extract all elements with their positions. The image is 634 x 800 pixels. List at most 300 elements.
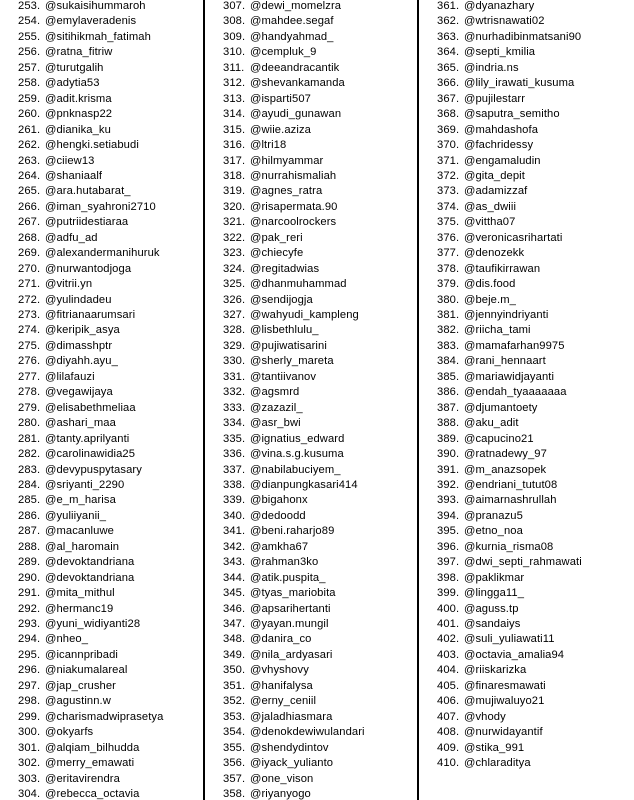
item-number: 374. <box>437 200 460 213</box>
item-number: 384. <box>437 355 460 368</box>
list-item <box>223 262 319 277</box>
list-item <box>18 725 93 740</box>
item-number: 294. <box>18 633 41 646</box>
item-handle: @macanluwe <box>45 525 114 538</box>
item-handle: @etno_noa <box>464 525 523 538</box>
item-handle: @ignatius_edward <box>250 432 345 445</box>
item-handle: @ara.hutabarat_ <box>45 185 131 198</box>
item-number: 343. <box>223 556 246 569</box>
item-number: 403. <box>437 648 460 661</box>
item-number: 389. <box>437 432 460 445</box>
list-item <box>437 262 540 277</box>
list-item <box>223 123 311 138</box>
item-handle: @vina.s.g.kusuma <box>250 448 344 461</box>
item-handle: @riyanyogo <box>250 787 311 800</box>
list-item <box>223 648 333 663</box>
item-handle: @mariawidjayanti <box>464 370 555 383</box>
item-number: 404. <box>437 664 460 677</box>
item-number: 299. <box>18 710 41 723</box>
item-number: 285. <box>18 494 41 507</box>
item-number: 300. <box>18 726 41 739</box>
item-number: 341. <box>223 525 246 538</box>
item-handle: @ciiew13 <box>45 154 95 167</box>
item-handle: @taufikirrawan <box>464 262 541 275</box>
item-handle: @ratna_fitriw <box>45 46 113 59</box>
list-item <box>18 14 136 29</box>
item-handle: @alexandermanihuruk <box>45 247 160 260</box>
item-handle: @sriyanti_2290 <box>45 478 125 491</box>
item-handle: @nurwantodjoga <box>45 262 132 275</box>
item-number: 291. <box>18 587 41 600</box>
item-number: 311. <box>223 61 245 74</box>
item-number: 273. <box>18 309 41 321</box>
item-handle: @aguss.tp <box>464 602 519 615</box>
item-handle: @merry_emawati <box>45 757 135 770</box>
item-number: 365. <box>437 61 460 74</box>
item-handle: @zazazil_ <box>250 401 303 414</box>
list-item <box>437 370 554 385</box>
list-item <box>18 370 95 385</box>
item-handle: @endah_tyaaaaaaa <box>464 386 567 399</box>
item-handle: @handyahmad_ <box>250 30 334 43</box>
list-item <box>223 246 303 261</box>
list-item <box>437 694 544 709</box>
list-item <box>437 540 553 555</box>
item-number: 345. <box>223 587 246 600</box>
list-item <box>18 663 127 678</box>
list-item <box>437 617 520 632</box>
item-number: 325. <box>223 278 246 291</box>
list-item <box>18 0 146 14</box>
item-number: 287. <box>18 525 41 538</box>
list-item <box>223 524 334 539</box>
list-item <box>223 586 336 601</box>
item-number: 349. <box>223 648 246 661</box>
list-item <box>437 293 516 308</box>
item-number: 353. <box>223 710 246 723</box>
item-number: 337. <box>223 463 246 476</box>
item-number: 260. <box>18 108 41 121</box>
item-handle: @keripik_asya <box>45 324 120 337</box>
item-number: 290. <box>18 571 41 584</box>
list-item <box>18 154 94 169</box>
list-item <box>223 555 318 570</box>
item-handle: @dyanazhary <box>464 0 535 12</box>
item-handle: @dewi_momelzra <box>250 0 342 12</box>
list-item <box>18 231 98 246</box>
item-number: 347. <box>223 618 246 630</box>
list-item <box>437 632 555 647</box>
list-item <box>437 45 535 60</box>
list-item <box>18 586 115 601</box>
item-number: 261. <box>18 123 41 136</box>
item-number: 321. <box>223 216 246 229</box>
item-handle: @agnes_ratra <box>250 185 323 198</box>
item-number: 266. <box>18 200 41 213</box>
item-handle: @dianika_ku <box>45 123 111 136</box>
item-number: 313. <box>223 92 246 105</box>
list-item <box>18 432 129 447</box>
item-handle: @one_vison <box>250 772 314 785</box>
item-number: 334. <box>223 417 246 430</box>
list-column-1 <box>0 0 203 800</box>
item-number: 368. <box>437 108 460 121</box>
item-handle: @hanifalysa <box>250 679 313 692</box>
item-handle: @fachridessy <box>464 139 534 152</box>
list-item <box>18 61 103 76</box>
item-number: 392. <box>437 478 460 491</box>
item-handle: @regitadwias <box>250 262 320 275</box>
item-handle: @stika_991 <box>464 741 525 754</box>
list-item <box>18 308 135 323</box>
item-handle: @hermanc19 <box>45 602 114 615</box>
item-number: 284. <box>18 478 41 491</box>
list-item <box>223 679 313 694</box>
list-item <box>437 0 534 14</box>
item-number: 310. <box>223 46 246 59</box>
item-number: 370. <box>437 139 460 152</box>
list-item <box>223 540 308 555</box>
list-item <box>223 154 323 169</box>
item-number: 328. <box>223 324 246 337</box>
item-number: 253. <box>18 0 41 12</box>
item-number: 375. <box>437 216 460 229</box>
list-item <box>18 694 111 709</box>
item-number: 394. <box>437 509 460 522</box>
item-handle: @wtrisnawati02 <box>464 15 545 28</box>
list-item <box>437 200 516 215</box>
list-item <box>223 772 313 787</box>
list-item <box>437 231 562 246</box>
item-number: 393. <box>437 494 460 507</box>
list-item <box>18 772 120 787</box>
item-handle: @hengki.setiabudi <box>45 139 139 152</box>
item-handle: @shevankamanda <box>250 77 345 90</box>
item-handle: @vittha07 <box>464 216 516 229</box>
item-number: 333. <box>223 401 246 414</box>
item-number: 304. <box>18 787 41 800</box>
item-number: 336. <box>223 448 246 461</box>
list-item <box>18 509 106 524</box>
list-item <box>18 200 156 215</box>
list-item <box>437 756 531 771</box>
item-handle: @denozekk <box>464 247 525 260</box>
item-handle: @iman_syahroni2710 <box>45 200 156 213</box>
list-item <box>223 493 308 508</box>
item-handle: @ayudi_gunawan <box>250 108 342 121</box>
list-item <box>18 741 139 756</box>
item-handle: @chlaraditya <box>464 757 531 770</box>
item-handle: @isparti507 <box>250 92 311 105</box>
item-handle: @sitihikmah_fatimah <box>45 30 151 43</box>
item-handle: @capucino21 <box>464 432 534 445</box>
item-handle: @riiskarizka <box>464 664 527 677</box>
item-handle: @finaresmawati <box>464 679 546 692</box>
list-item <box>437 92 525 107</box>
list-item <box>18 30 151 45</box>
item-number: 293. <box>18 618 41 630</box>
item-handle: @rani_hennaart <box>464 355 546 368</box>
list-item <box>223 694 316 709</box>
item-number: 280. <box>18 417 41 430</box>
item-handle: @amkha67 <box>250 540 309 553</box>
item-handle: @vhody <box>464 710 506 723</box>
list-item <box>223 14 334 29</box>
list-item <box>223 30 333 45</box>
item-handle: @indria.ns <box>464 61 519 74</box>
list-item <box>223 107 341 122</box>
list-item <box>437 401 538 416</box>
item-handle: @ltri18 <box>250 139 287 152</box>
item-number: 314. <box>223 108 246 121</box>
list-item <box>223 447 344 462</box>
item-handle: @icannpribadi <box>45 648 118 661</box>
item-handle: @dedoodd <box>250 509 306 522</box>
list-item <box>437 416 519 431</box>
item-number: 267. <box>18 216 41 229</box>
item-number: 275. <box>18 339 41 352</box>
item-handle: @turutgalih <box>45 61 104 74</box>
item-number: 369. <box>437 123 460 136</box>
item-number: 303. <box>18 772 41 785</box>
item-handle: @adit.krisma <box>45 92 112 105</box>
list-item <box>18 45 112 60</box>
item-handle: @lisbethlulu_ <box>250 324 319 337</box>
item-number: 265. <box>18 185 41 198</box>
item-handle: @iyack_yulianto <box>250 757 334 770</box>
list-item <box>437 14 545 29</box>
item-handle: @alqiam_bilhudda <box>45 741 140 754</box>
list-item <box>18 648 118 663</box>
list-item <box>18 540 119 555</box>
list-item <box>223 385 299 400</box>
item-handle: @lingga11_ <box>464 587 525 600</box>
item-handle: @nabilabuciyem_ <box>250 463 341 476</box>
item-number: 279. <box>18 401 41 414</box>
item-handle: @rahman3ko <box>250 556 319 569</box>
item-handle: @suli_yuliawati11 <box>464 633 555 646</box>
list-item <box>437 30 581 45</box>
item-handle: @tantiivanov <box>250 370 317 383</box>
item-number: 406. <box>437 695 460 708</box>
item-handle: @putriidestiaraa <box>45 216 129 229</box>
item-number: 357. <box>223 772 246 785</box>
item-handle: @tanty.aprilyanti <box>45 432 130 445</box>
item-number: 288. <box>18 540 41 553</box>
item-handle: @sukaisihummaroh <box>45 0 146 12</box>
list-item <box>18 447 135 462</box>
item-number: 282. <box>18 448 41 461</box>
item-handle: @tyas_mariobita <box>250 587 336 600</box>
list-item <box>18 787 139 800</box>
item-number: 331. <box>223 370 246 383</box>
item-number: 402. <box>437 633 460 646</box>
list-item <box>437 246 524 261</box>
item-handle: @yulindadeu <box>45 293 112 306</box>
item-handle: @danira_co <box>250 633 312 646</box>
list-item <box>223 215 336 230</box>
list-item <box>18 632 88 647</box>
item-number: 398. <box>437 571 460 584</box>
list-item <box>223 308 359 323</box>
item-handle: @dis.food <box>464 278 516 291</box>
list-item <box>437 76 574 91</box>
list-item <box>223 200 337 215</box>
item-handle: @rebecca_octavia <box>45 787 140 800</box>
list-item <box>223 463 341 478</box>
item-number: 264. <box>18 169 41 182</box>
item-handle: @diyahh.ayu_ <box>45 355 118 368</box>
item-handle: @vhyshovy <box>250 664 309 677</box>
item-handle: @as_dwiii <box>464 200 517 213</box>
item-number: 329. <box>223 339 246 352</box>
item-number: 407. <box>437 710 460 723</box>
item-handle: @jap_crusher <box>45 679 117 692</box>
item-handle: @jennyindriyanti <box>464 309 549 321</box>
item-handle: @emylaveradenis <box>45 15 137 28</box>
item-handle: @ashari_maa <box>45 417 116 430</box>
list-item <box>18 478 124 493</box>
list-item <box>18 524 114 539</box>
item-number: 324. <box>223 262 246 275</box>
list-item <box>223 432 344 447</box>
list-item <box>18 617 140 632</box>
item-number: 400. <box>437 602 460 615</box>
item-number: 366. <box>437 77 460 90</box>
item-handle: @sandaiys <box>464 618 521 630</box>
item-number: 298. <box>18 695 41 708</box>
list-item <box>437 61 519 76</box>
item-handle: @elisabethmeliaa <box>45 401 136 414</box>
item-handle: @lilafauzi <box>45 370 95 383</box>
list-item <box>18 401 136 416</box>
item-handle: @beje.m_ <box>464 293 516 306</box>
item-number: 286. <box>18 509 41 522</box>
item-number: 276. <box>18 355 41 368</box>
item-number: 281. <box>18 432 41 445</box>
item-number: 330. <box>223 355 246 368</box>
item-number: 380. <box>437 293 460 306</box>
item-number: 346. <box>223 602 246 615</box>
list-item <box>18 184 131 199</box>
list-item <box>223 138 286 153</box>
item-handle: @atik.puspita_ <box>250 571 326 584</box>
list-item <box>223 339 327 354</box>
item-handle: @mahdashofa <box>464 123 539 136</box>
list-item <box>18 463 142 478</box>
item-number: 408. <box>437 726 460 739</box>
list-item <box>18 262 131 277</box>
list-item <box>437 478 557 493</box>
item-handle: @adfu_ad <box>45 231 98 244</box>
item-number: 395. <box>437 525 460 538</box>
list-item <box>437 184 527 199</box>
item-handle: @djumantoety <box>464 401 538 414</box>
item-number: 356. <box>223 757 246 770</box>
list-item <box>223 602 331 617</box>
item-number: 351. <box>223 679 246 692</box>
item-handle: @niakumalareal <box>45 664 128 677</box>
item-handle: @cempluk_9 <box>250 46 317 59</box>
list-item <box>223 509 306 524</box>
item-handle: @dimasshptr <box>45 339 113 352</box>
item-number: 297. <box>18 679 41 692</box>
item-number: 295. <box>18 648 41 661</box>
list-item <box>223 45 316 60</box>
item-number: 371. <box>437 154 460 167</box>
list-item <box>437 277 515 292</box>
item-number: 348. <box>223 633 246 646</box>
list-item <box>437 571 524 586</box>
item-number: 397. <box>437 556 460 569</box>
item-handle: @apsarihertanti <box>250 602 331 615</box>
item-number: 312. <box>223 77 246 90</box>
item-handle: @devypuspytasary <box>45 463 142 476</box>
item-handle: @shendydintov <box>250 741 329 754</box>
list-item <box>223 323 319 338</box>
item-number: 390. <box>437 448 460 461</box>
list-item <box>18 76 100 91</box>
list-item <box>18 169 102 184</box>
list-item <box>437 725 543 740</box>
item-number: 272. <box>18 293 41 306</box>
item-handle: @pranazu5 <box>464 509 523 522</box>
list-item <box>223 0 341 14</box>
item-number: 318. <box>223 169 246 182</box>
item-number: 382. <box>437 324 460 337</box>
list-item <box>18 293 112 308</box>
item-number: 271. <box>18 278 41 291</box>
list-item <box>223 184 322 199</box>
list-item <box>223 756 333 771</box>
item-number: 405. <box>437 679 460 692</box>
list-item <box>223 61 339 76</box>
item-handle: @chiecyfe <box>250 247 304 260</box>
item-number: 308. <box>223 15 246 28</box>
list-item <box>437 663 526 678</box>
item-handle: @eritavirendra <box>45 772 120 785</box>
item-handle: @narcoolrockers <box>250 216 337 229</box>
list-item <box>18 710 163 725</box>
list-item <box>437 432 534 447</box>
item-number: 381. <box>437 309 460 321</box>
list-item <box>18 571 134 586</box>
list-item <box>437 710 506 725</box>
item-number: 277. <box>18 370 41 383</box>
item-handle: @lily_irawati_kusuma <box>464 77 575 90</box>
item-number: 378. <box>437 262 460 275</box>
list-item <box>223 571 326 586</box>
list-item <box>223 169 336 184</box>
item-handle: @jaladhiasmara <box>250 710 333 723</box>
item-handle: @dhanmuhammad <box>250 278 347 291</box>
item-handle: @deeandracantik <box>250 61 340 74</box>
item-handle: @yuliiyanii_ <box>45 509 107 522</box>
list-item <box>437 339 565 354</box>
item-number: 364. <box>437 46 460 59</box>
item-handle: @e_m_harisa <box>45 494 116 507</box>
item-handle: @nurhadibinmatsani90 <box>464 30 582 43</box>
list-item <box>223 663 309 678</box>
list-item <box>437 107 560 122</box>
item-number: 377. <box>437 247 460 260</box>
item-handle: @pujilestarr <box>464 92 526 105</box>
item-handle: @aku_adit <box>464 417 519 430</box>
item-handle: @adytia53 <box>45 77 100 90</box>
item-number: 385. <box>437 370 460 383</box>
item-number: 301. <box>18 741 41 754</box>
item-handle: @erny_ceniil <box>250 695 317 708</box>
